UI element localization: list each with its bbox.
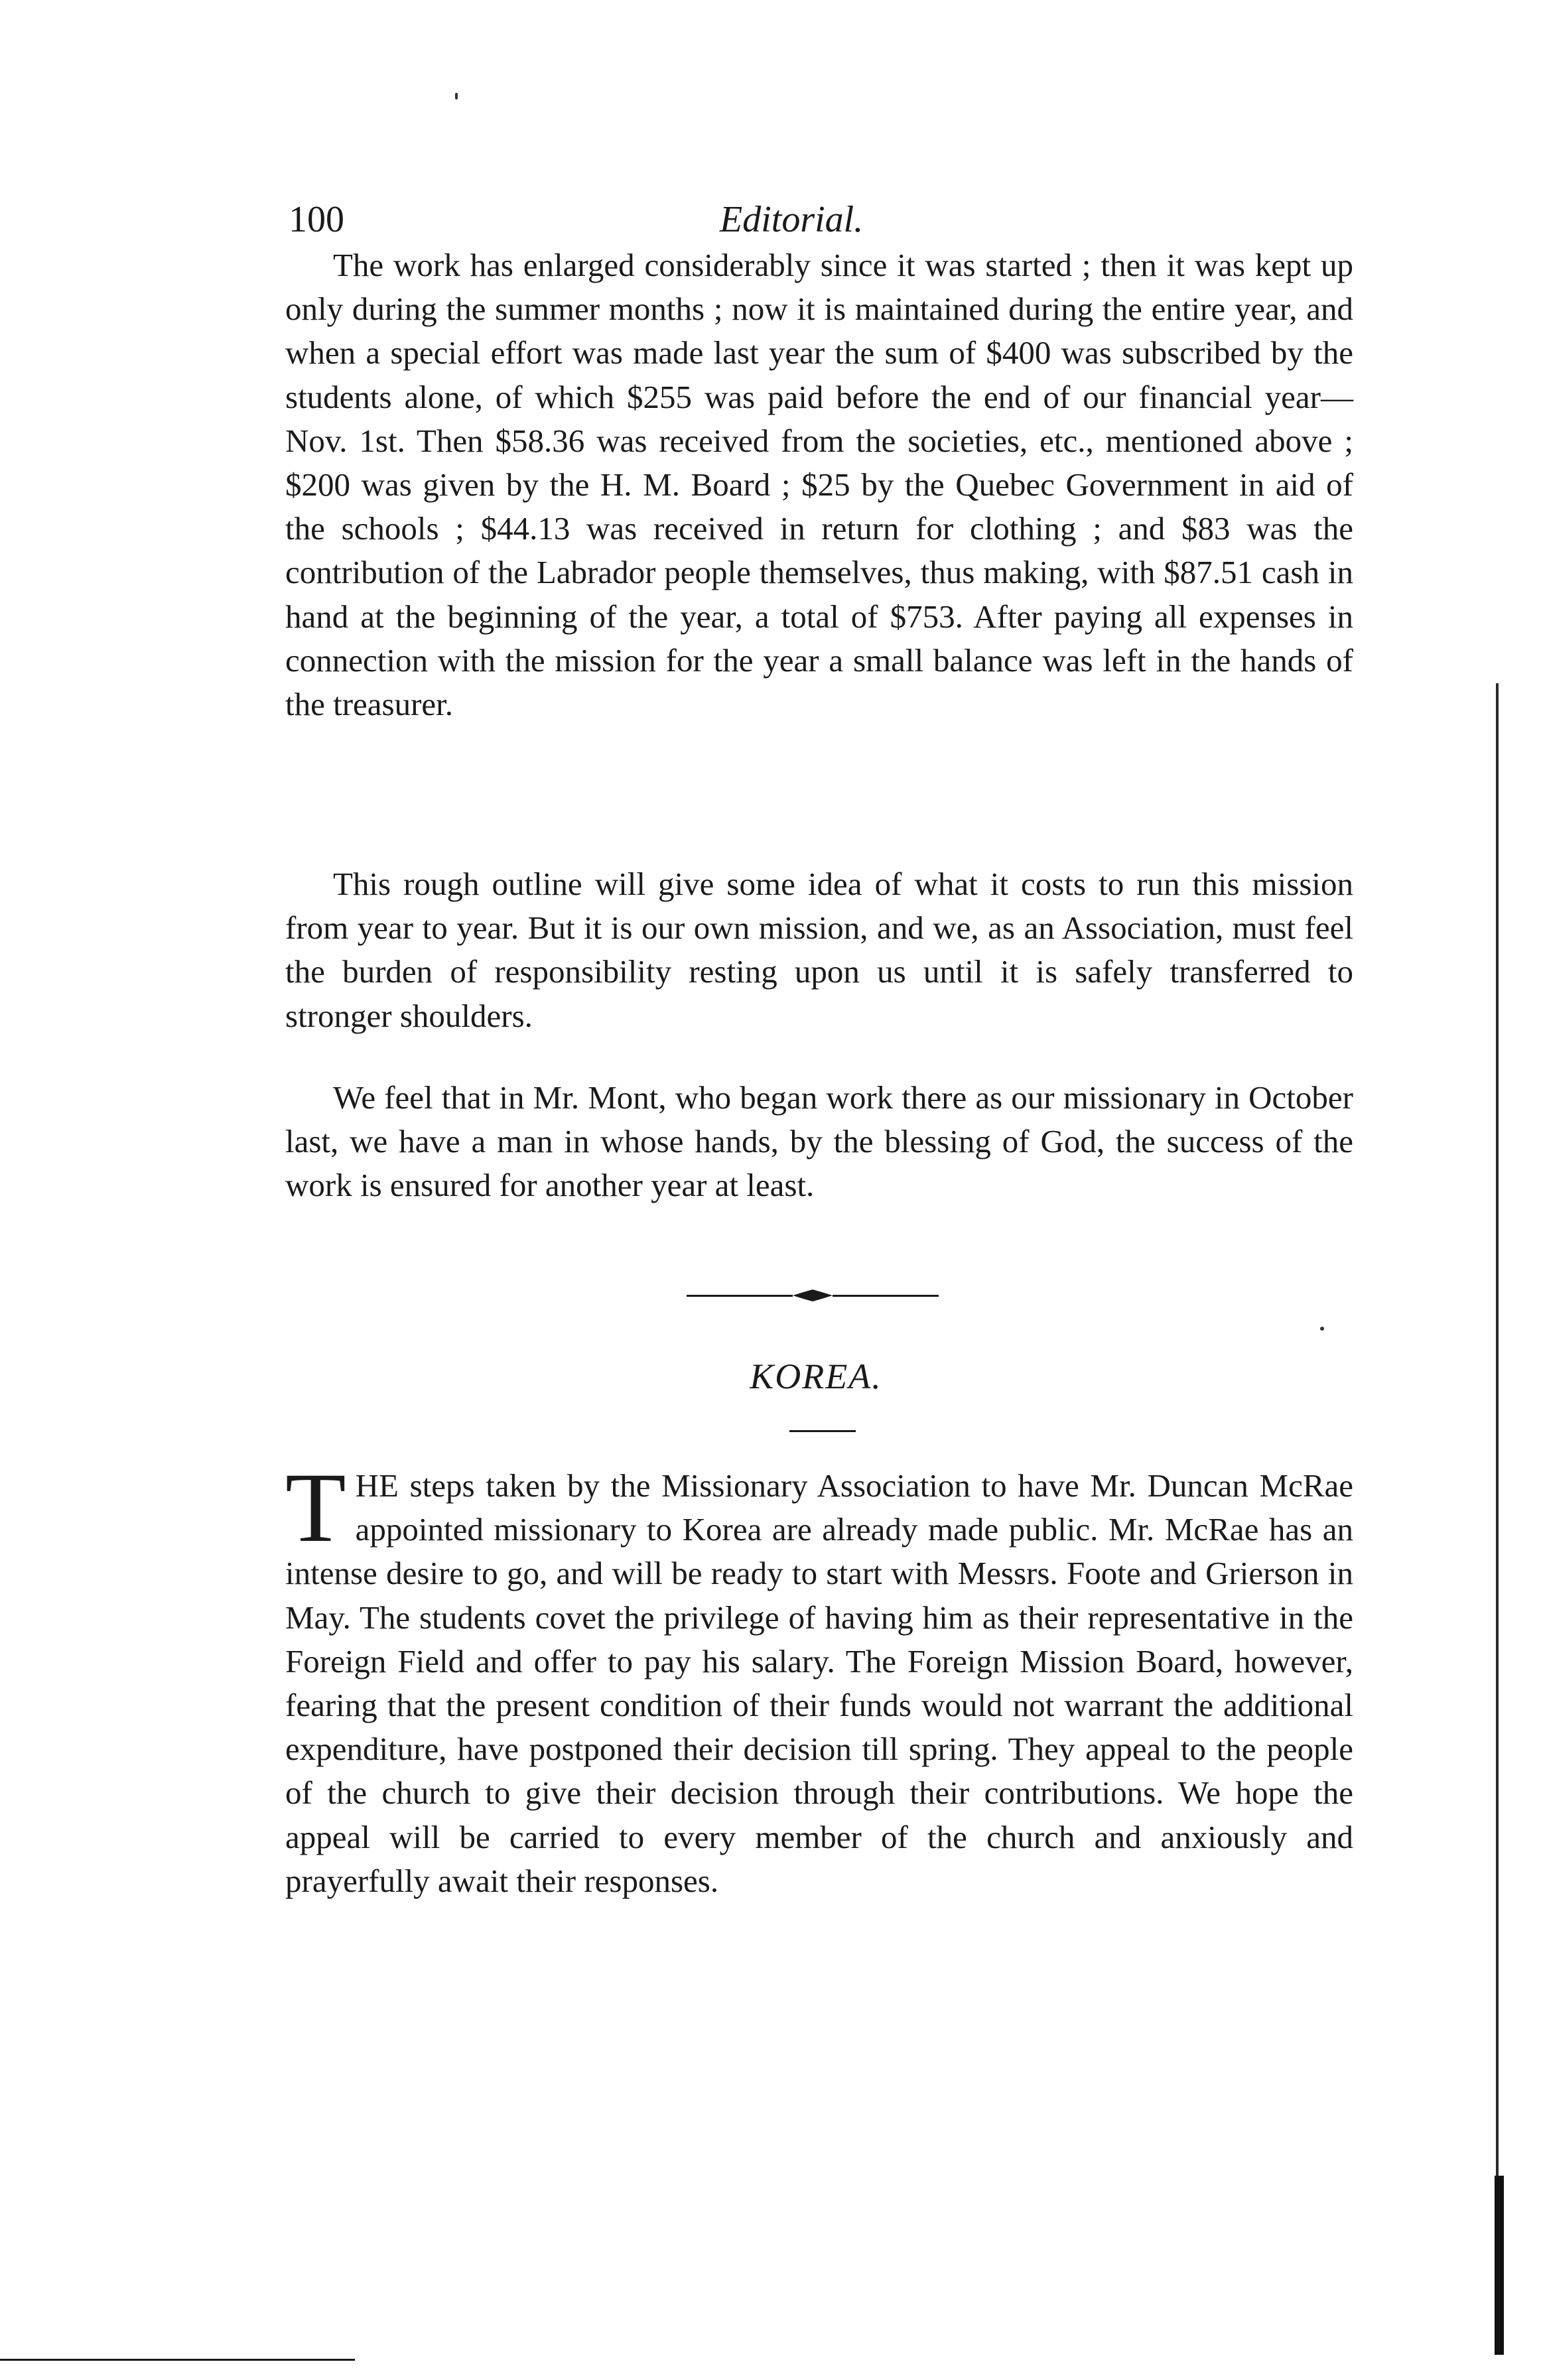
running-head: Editorial. (720, 199, 864, 240)
paragraph-text: HE steps taken by the Missionary Association to have Mr. Duncan McRae appointed missionary to Korea are already made public. Mr. McRae has an intense desire to go, and will be ready to start with Messrs. Foote and Grierson in May. The students covet the privilege of having him as their representative in the Foreign Field and offer to pay his salary. The Foreign Mission Board, however, fearing that the present condition of their funds would not warrant the additional expenditure, have postponed their decision till spring. They appeal to the people of the church to give their decision through their contributions. We hope the appeal will be carried to every member of the church and anxiously and prayerfully await their responses. (285, 1467, 1353, 1899)
paragraph-text: The work has enlarged considerably since it was started ; then it was kept up only during the summer months ; now it is maintained during the entire year, and when a special effort was made last year the sum of $400 was subscribed by the students alone, of which $255 was paid before the end of our financial year—Nov. 1st. Then $58.36 was received from the societies, etc., mentioned above ; $200 was given by the H. M. Board ; $25 by the Quebec Government in aid of the schools ; $44.13 was received in return for clothing ; and $83 was the contribution of the Labrador people themselves, thus making, with $87.51 cash in hand at the beginning of the year, a total of $753. After paying all expenses in connection with the mission for the year a small balance was left in the hands of the treasurer. (285, 247, 1353, 723)
paragraph-korea (285, 1453, 1353, 1903)
paragraph-text: We feel that in Mr. Mont, who began work there as our missionary in October last, we have a man in whose hands, by the blessing of God, the success of the work is ensured for another year at least. (285, 1079, 1353, 1204)
section-divider-ornament (687, 1292, 939, 1299)
page-number: 100 (289, 199, 344, 240)
divider-line-right (833, 1295, 939, 1297)
divider-line-left (687, 1295, 793, 1297)
scan-speck (455, 93, 458, 99)
divider-flourish-icon (791, 1289, 834, 1301)
drop-cap-initial: T (285, 1453, 346, 1563)
page-edge-line (1496, 683, 1499, 2176)
paragraph-text: This rough outline will give some idea of what it costs to run this mission from year to year. But it is our own mission, and we, as an Association, must feel the burden of responsibility resting upon us until it is safely transferred to stronger shoulders. (285, 866, 1353, 1034)
bottom-edge-rule (0, 2359, 355, 2361)
paragraph-rough-outline (285, 862, 1353, 1038)
scan-speck (1320, 1327, 1324, 1331)
title-underline-rule (789, 1430, 856, 1432)
paragraph-mr-mont (285, 1076, 1353, 1208)
section-title-korea: KOREA. (750, 1356, 882, 1396)
page-edge-dark-band (1495, 2176, 1504, 2355)
paragraph-labrador-finances (285, 243, 1353, 726)
page-edge-shadow (1495, 683, 1507, 2355)
